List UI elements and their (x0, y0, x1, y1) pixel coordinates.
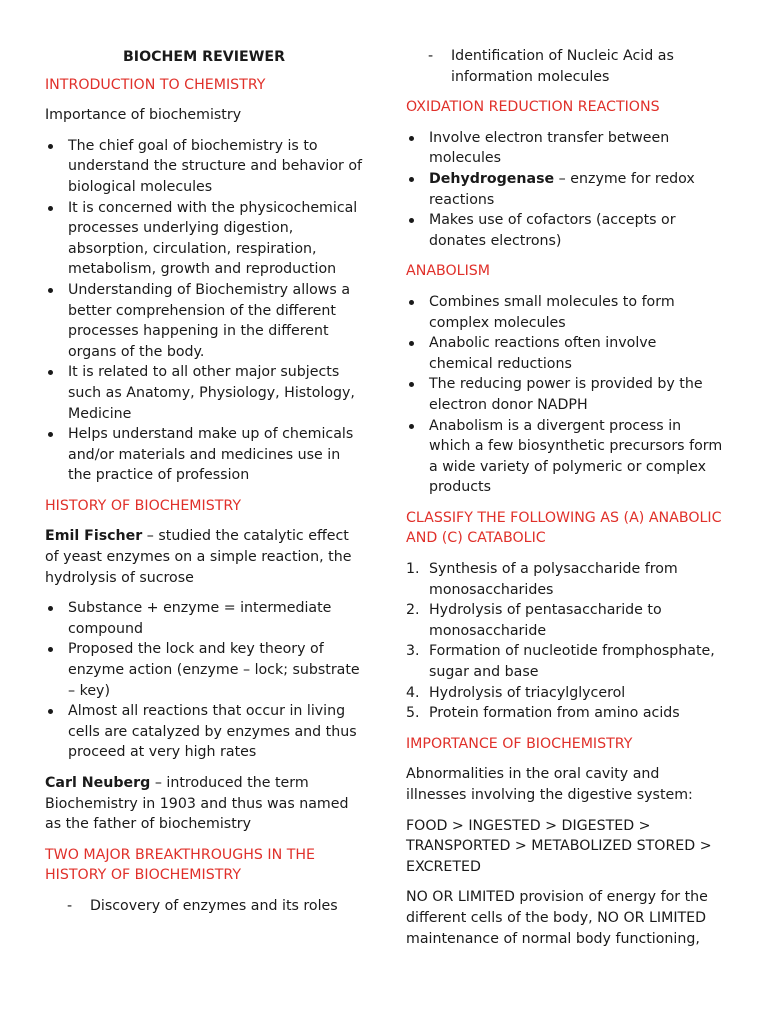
item-text: Protein formation from amino acids (429, 705, 680, 722)
breakthrough-heading: TWO MAJOR BREAKTHROUGHS IN THE HISTORY OF BIOCHEMISTRY (45, 846, 316, 884)
redox-heading: OXIDATION REDUCTION REACTIONS (406, 99, 660, 116)
left-column (45, 0, 363, 927)
list-item (406, 703, 724, 724)
redox-bullet-list (406, 128, 724, 252)
document-title: BIOCHEM REVIEWER (122, 49, 286, 65)
neuberg-name: Carl Neuberg (45, 775, 151, 791)
list-item: Combines small molecules to form complex molecules (406, 292, 724, 333)
list-item: Proposed the lock and key theory of enzyme action (enzyme – lock; substrate – key) (45, 639, 363, 701)
list-item: The chief goal of biochemistry is to understand the structure and behavior of biological molecules (45, 136, 363, 198)
dehydrogenase-term: Dehydrogenase (429, 170, 555, 187)
list-item: Anabolic reactions often involve chemical reductions (406, 333, 724, 374)
fischer-text: – studied the catalytic effect of yeast enzymes on a simple reaction, the hydrolysis of sucrose (45, 528, 352, 586)
item-number: 4. (406, 684, 420, 701)
intro-subheading: Importance of biochemistry (45, 107, 242, 124)
importance-paragraph-3: NO OR LIMITED provision of energy for the different cells of the body, NO OR LIMITED maintenance of normal body functioning, (406, 889, 708, 947)
list-item: Substance + enzyme = intermediate compound (45, 598, 363, 639)
list-item: Makes use of cofactors (accepts or donates electrons) (406, 210, 724, 251)
breakthrough-list (45, 896, 363, 917)
neuberg-text: – introduced the term Biochemistry in 1903 and thus was named as the father of biochemistry (45, 775, 349, 833)
breakthrough-list-continued (406, 46, 724, 87)
list-item: Almost all reactions that occur in living cells are catalyzed by enzymes and thus proceed at very high rates (45, 701, 363, 763)
item-text: Hydrolysis of pentasaccharide to monosaccharide (429, 602, 662, 639)
item-number: 3. (406, 643, 420, 660)
history-heading: HISTORY OF BIOCHEMISTRY (45, 497, 241, 514)
classify-numbered-list (406, 559, 724, 724)
list-item (406, 641, 724, 682)
list-item (406, 559, 724, 600)
right-column (406, 0, 724, 959)
classify-heading: CLASSIFY THE FOLLOWING AS (A) ANABOLIC AND (C) CATABOLIC (406, 509, 722, 547)
item-text: Hydrolysis of triacylglycerol (429, 684, 626, 701)
list-item: Anabolism is a divergent process in which a few biosynthetic precursors form a wide variety of polymeric or complex products (406, 416, 724, 498)
list-item: - Discovery of enzymes and its roles (45, 896, 363, 917)
item-number: 2. (406, 602, 420, 619)
intro-bullet-list (45, 136, 363, 486)
importance-paragraph-2: FOOD > INGESTED > DIGESTED > TRANSPORTED > METABOLIZED STORED > EXCRETED (406, 817, 712, 875)
list-item: The reducing power is provided by the electron donor NADPH (406, 374, 724, 415)
list-item: It is related to all other major subjects such as Anatomy, Physiology, Histology, Medicine (45, 362, 363, 424)
list-item: Involve electron transfer between molecules (406, 128, 724, 169)
list-item (406, 683, 724, 704)
importance-paragraph-1: Abnormalities in the oral cavity and illnesses involving the digestive system: (406, 766, 693, 803)
list-item (406, 169, 724, 210)
fischer-name: Emil Fischer (45, 528, 143, 545)
list-item: Helps understand make up of chemicals and/or materials and medicines use in the practice of profession (45, 424, 363, 486)
anabolism-bullet-list (406, 292, 724, 498)
item-number: 5. (406, 705, 420, 722)
list-item: Understanding of Biochemistry allows a better comprehension of the different processes happening in the different organs of the body. (45, 280, 363, 362)
fischer-bullet-list (45, 598, 363, 763)
neuberg-paragraph (45, 773, 363, 835)
item-text: Formation of nucleotide fromphosphate, sugar and base (429, 643, 715, 681)
fischer-paragraph (45, 526, 363, 588)
list-item: It is concerned with the physicochemical processes underlying digestion, absorption, circulation, respiration, metabolism, growth and reproduction (45, 198, 363, 280)
list-item (406, 600, 724, 641)
intro-heading: INTRODUCTION TO CHEMISTRY (45, 76, 266, 93)
anabolism-heading: ANABOLISM (406, 263, 491, 280)
importance-heading: IMPORTANCE OF BIOCHEMISTRY (406, 735, 633, 752)
dehydrogenase-definition: – enzyme for redox reactions (429, 170, 695, 208)
item-text: Synthesis of a polysaccharide from monosaccharides (429, 561, 678, 598)
item-number: 1. (406, 561, 420, 578)
list-item: - Identification of Nucleic Acid as information molecules (406, 46, 724, 87)
